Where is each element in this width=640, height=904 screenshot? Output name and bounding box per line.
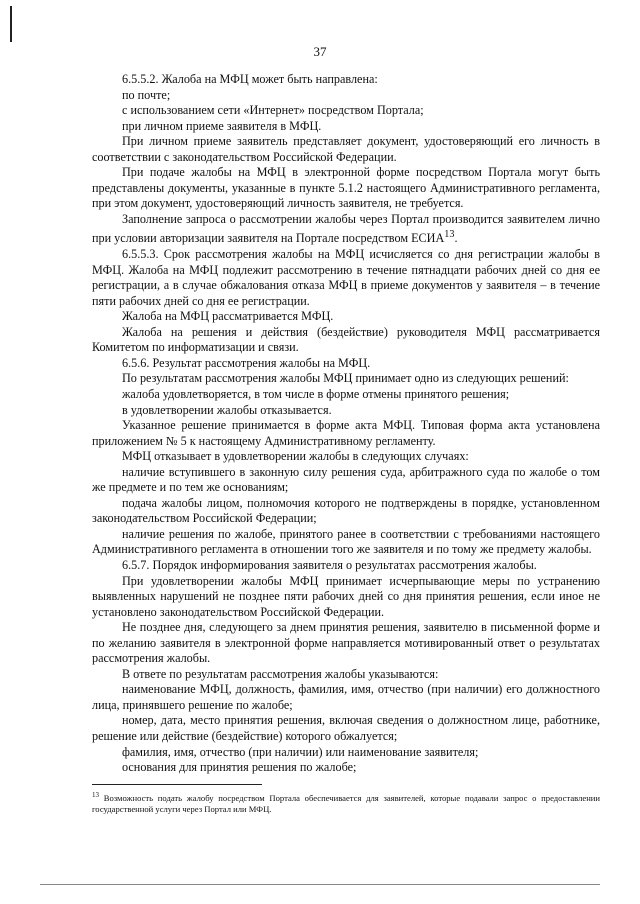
document-body [92, 72, 600, 776]
paragraph: в удовлетворении жалобы отказывается. [122, 402, 332, 417]
paragraph: 6.5.5.3. Срок рассмотрения жалобы на МФЦ исчисляется со дня регистрации жалобы в МФЦ. Жалоба на МФЦ подлежит рассмотрению в течение пятнадцати рабочих дней со дня ее регистрации, а в случае обжалования отказа МФЦ в приеме документов у заявителя – в течение пяти рабочих дней со дня ее регистрации. [92, 247, 600, 308]
paragraph: наименование МФЦ, должность, фамилия, имя, отчество (при наличии) его должностного лица, принявшего решение по жалобе; [92, 682, 600, 712]
paragraph: Жалоба на МФЦ рассматривается МФЦ. [122, 309, 334, 324]
paragraph: подача жалобы лицом, полномочия которого не подтверждены в порядке, установленном законодательством Российской Федерации; [92, 495, 600, 526]
paragraph: с использованием сети «Интернет» посредством Портала; [122, 103, 424, 118]
paragraph: По результатам рассмотрения жалобы МФЦ принимает одно из следующих решений: [122, 371, 569, 386]
paragraph: 6.5.7. Порядок информирования заявителя о результатах рассмотрения жалобы. [122, 558, 537, 573]
paragraph: МФЦ отказывает в удовлетворении жалобы в следующих случаях: [122, 449, 469, 464]
footnote-divider [92, 784, 262, 785]
footnote-marker: 13 [92, 791, 99, 799]
paragraph-text: Заполнение запроса о рассмотрении жалобы через Портал производится заявителем лично при условии авторизации заявителя на Портале посредством ЕСИА [92, 211, 600, 246]
footnote-reference: 13 [444, 229, 455, 241]
paragraph: Жалоба на решения и действия (бездействие) руководителя МФЦ рассматривается Комитетом по информатизации и связи. [92, 324, 600, 355]
page-number: 37 [313, 44, 327, 59]
paragraph: наличие решения по жалобе, принятого ранее в соответствии с требованиями настоящего Административного регламента в отношении того же заявителя и по тому же предмету жалобы. [92, 526, 600, 557]
paragraph: по почте; [122, 87, 171, 102]
paragraph: наличие вступившего в законную силу решения суда, арбитражного суда по жалобе о том же предмете и по тем же основаниям; [92, 464, 600, 495]
paragraph: номер, дата, место принятия решения, включая сведения о должностном лице, работнике, решение или действие (бездействие) которого обжалуется; [92, 713, 600, 744]
footnote-text: Возможность подать жалобу посредством Портала обеспечивается для заявителей, которые подавали запрос о предоставлении государственной услуги через Портал или МФЦ. [92, 792, 600, 815]
paragraph: при личном приеме заявителя в МФЦ. [122, 118, 322, 133]
paragraph: При личном приеме заявитель представляет документ, удостоверяющий его личность в соответствии с законодательством Российской Федерации. [92, 134, 600, 164]
paragraph-tail: . [454, 231, 458, 246]
paragraph: фамилия, имя, отчество (при наличии) или наименование заявителя; [122, 744, 479, 759]
paragraph: При удовлетворении жалобы МФЦ принимает исчерпывающие меры по устранению выявленных нарушений не позднее пяти рабочих дней со дня принятия решения, если иное не установлено законодательством Российской Федерации. [92, 573, 600, 619]
paragraph: Указанное решение принимается в форме акта МФЦ. Типовая форма акта установлена приложением № 5 к настоящему Административному регламенту. [92, 418, 600, 448]
paragraph [92, 212, 600, 247]
scan-bottom-edge [40, 884, 600, 885]
paragraph: 6.5.6. Результат рассмотрения жалобы на МФЦ. [122, 355, 371, 370]
paragraph: 6.5.5.2. Жалоба на МФЦ может быть направлена: [122, 72, 378, 86]
paragraph: основания для принятия решения по жалобе; [122, 760, 357, 775]
footnote [92, 790, 600, 816]
paragraph: При подаче жалобы на МФЦ в электронной форме посредством Портала могут быть представлены документы, указанные в пункте 5.1.2 настоящего Административного регламента, при этом документ, удостоверяющий личность заявителя, не требуется. [92, 165, 600, 211]
scan-edge-mark [10, 6, 12, 42]
paragraph: В ответе по результатам рассмотрения жалобы указываются: [122, 666, 439, 681]
paragraph: Не позднее дня, следующего за днем принятия решения, заявителю в письменной форме и по желанию заявителя в электронной форме направляется мотивированный ответ о результатах рассмотрения жалобы. [92, 620, 600, 666]
paragraph: жалоба удовлетворяется, в том числе в форме отмены принятого решения; [122, 387, 510, 401]
